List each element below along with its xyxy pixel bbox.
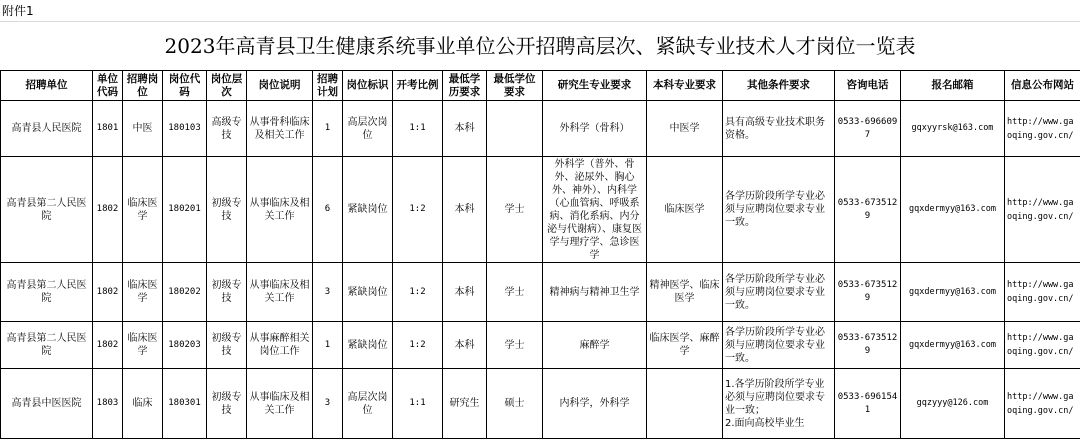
website-cell: http://www.gaoqing.gov.cn/: [1005, 369, 1080, 439]
post-code-cell: 180201: [163, 157, 207, 263]
other-requirements-cell: 各学历阶段所学专业必须与应聘岗位要求专业一致。: [723, 263, 835, 322]
phone-cell: 0533-6966097: [835, 101, 901, 157]
education-cell: 本科: [443, 157, 487, 263]
undergraduate-major-cell: 精神医学、临床医学: [647, 263, 723, 322]
website-cell: http://www.gaoqing.gov.cn/: [1005, 101, 1080, 157]
degree-cell: [487, 101, 543, 157]
positions-table: [0, 70, 1080, 439]
undergraduate-major-cell: 临床医学: [647, 157, 723, 263]
post-tag-cell: 高层次岗位: [343, 101, 393, 157]
plan-cell: 3: [313, 369, 343, 439]
header-cell: 岗位标识: [343, 71, 393, 101]
header-cell: 本科专业要求: [647, 71, 723, 101]
website-cell: http://www.gaoqing.gov.cn/: [1005, 263, 1080, 322]
post-tag-cell: 紧缺岗位: [343, 322, 393, 369]
header-cell: 信息公布网站: [1005, 71, 1080, 101]
education-cell: 本科: [443, 263, 487, 322]
education-cell: 研究生: [443, 369, 487, 439]
unit-code-cell: 1802: [93, 322, 123, 369]
phone-cell: 0533-6735129: [835, 263, 901, 322]
graduate-major-cell: 麻醉学: [543, 322, 647, 369]
post-code-cell: 180202: [163, 263, 207, 322]
post-description-cell: 从事临床及相关工作: [247, 263, 313, 322]
post-tag-cell: 紧缺岗位: [343, 263, 393, 322]
header-cell: 单位代码: [93, 71, 123, 101]
unit-code-cell: 1801: [93, 101, 123, 157]
page-title: 2023年高青县卫生健康系统事业单位公开招聘高层次、紧缺专业技术人才岗位一览表: [0, 22, 1080, 70]
website-cell: http://www.gaoqing.gov.cn/: [1005, 322, 1080, 369]
degree-cell: 学士: [487, 157, 543, 263]
unit-cell: 高青县第二人民医院: [1, 322, 93, 369]
header-cell: 岗位代码: [163, 71, 207, 101]
post-code-cell: 180103: [163, 101, 207, 157]
email-cell: gqzyyy@126.com: [901, 369, 1005, 439]
post-cell: 临床: [123, 369, 163, 439]
post-level-cell: 初级专技: [207, 369, 247, 439]
header-cell: 最低学历要求: [443, 71, 487, 101]
post-cell: 临床医学: [123, 322, 163, 369]
undergraduate-major-cell: 中医学: [647, 101, 723, 157]
undergraduate-major-cell: [647, 369, 723, 439]
header-cell: 其他条件要求: [723, 71, 835, 101]
ratio-cell: 1:1: [393, 369, 443, 439]
email-cell: gqxyyrsk@163.com: [901, 101, 1005, 157]
plan-cell: 1: [313, 322, 343, 369]
table-row: [1, 101, 1080, 157]
table-row: [1, 369, 1080, 439]
table-row: [1, 263, 1080, 322]
education-cell: 本科: [443, 322, 487, 369]
post-description-cell: 从事骨科临床及相关工作: [247, 101, 313, 157]
unit-cell: 高青县人民医院: [1, 101, 93, 157]
unit-code-cell: 1802: [93, 157, 123, 263]
header-cell: 开考比例: [393, 71, 443, 101]
post-cell: 临床医学: [123, 157, 163, 263]
header-cell: 招聘单位: [1, 71, 93, 101]
post-description-cell: 从事麻醉相关岗位工作: [247, 322, 313, 369]
phone-cell: 0533-6735129: [835, 322, 901, 369]
graduate-major-cell: 精神病与精神卫生学: [543, 263, 647, 322]
phone-cell: 0533-6961541: [835, 369, 901, 439]
degree-cell: 硕士: [487, 369, 543, 439]
post-description-cell: 从事临床及相关工作: [247, 369, 313, 439]
plan-cell: 3: [313, 263, 343, 322]
header-cell: 研究生专业要求: [543, 71, 647, 101]
header-cell: 岗位层次: [207, 71, 247, 101]
email-cell: gqxdermyy@163.com: [901, 322, 1005, 369]
other-requirements-cell: 各学历阶段所学专业必须与应聘岗位要求专业一致。: [723, 157, 835, 263]
education-cell: 本科: [443, 101, 487, 157]
ratio-cell: 1:2: [393, 157, 443, 263]
unit-cell: 高青县中医医院: [1, 369, 93, 439]
header-cell: 岗位说明: [247, 71, 313, 101]
graduate-major-cell: 外科学（普外、骨外、泌尿外、胸心外、神外）、内科学（心血管病、呼吸系病、消化系病、内分泌与代谢病）、康复医学与理疗学、急诊医学: [543, 157, 647, 263]
post-cell: 临床医学: [123, 263, 163, 322]
header-cell: 咨询电话: [835, 71, 901, 101]
header-row: [1, 71, 1080, 101]
plan-cell: 6: [313, 157, 343, 263]
post-code-cell: 180301: [163, 369, 207, 439]
post-level-cell: 高级专技: [207, 101, 247, 157]
ratio-cell: 1:1: [393, 101, 443, 157]
post-level-cell: 初级专技: [207, 263, 247, 322]
post-level-cell: 初级专技: [207, 157, 247, 263]
post-tag-cell: 紧缺岗位: [343, 157, 393, 263]
other-requirements-cell: 具有高级专业技术职务资格。: [723, 101, 835, 157]
header-cell: 报名邮箱: [901, 71, 1005, 101]
post-level-cell: 初级专技: [207, 322, 247, 369]
unit-code-cell: 1802: [93, 263, 123, 322]
attachment-label: 附件1: [0, 0, 1080, 22]
graduate-major-cell: 外科学（骨科）: [543, 101, 647, 157]
plan-cell: 1: [313, 101, 343, 157]
phone-cell: 0533-6735129: [835, 157, 901, 263]
unit-cell: 高青县第二人民医院: [1, 263, 93, 322]
other-requirements-cell: 各学历阶段所学专业必须与应聘岗位要求专业一致。: [723, 322, 835, 369]
unit-code-cell: 1803: [93, 369, 123, 439]
post-cell: 中医: [123, 101, 163, 157]
graduate-major-cell: 内科学，外科学: [543, 369, 647, 439]
email-cell: gqxdermyy@163.com: [901, 263, 1005, 322]
degree-cell: 学士: [487, 322, 543, 369]
post-tag-cell: 高层次岗位: [343, 369, 393, 439]
table-row: [1, 157, 1080, 263]
email-cell: gqxdermyy@163.com: [901, 157, 1005, 263]
ratio-cell: 1:2: [393, 322, 443, 369]
post-code-cell: 180203: [163, 322, 207, 369]
table-row: [1, 322, 1080, 369]
header-cell: 招聘岗位: [123, 71, 163, 101]
unit-cell: 高青县第二人民医院: [1, 157, 93, 263]
website-cell: http://www.gaoqing.gov.cn/: [1005, 157, 1080, 263]
post-description-cell: 从事临床及相关工作: [247, 157, 313, 263]
undergraduate-major-cell: 临床医学、麻醉学: [647, 322, 723, 369]
degree-cell: 学士: [487, 263, 543, 322]
header-cell: 招聘计划: [313, 71, 343, 101]
other-requirements-cell: 1.各学历阶段所学专业必须与应聘岗位要求专业一致； 2.面向高校毕业生: [723, 369, 835, 439]
ratio-cell: 1:2: [393, 263, 443, 322]
header-cell: 最低学位要求: [487, 71, 543, 101]
